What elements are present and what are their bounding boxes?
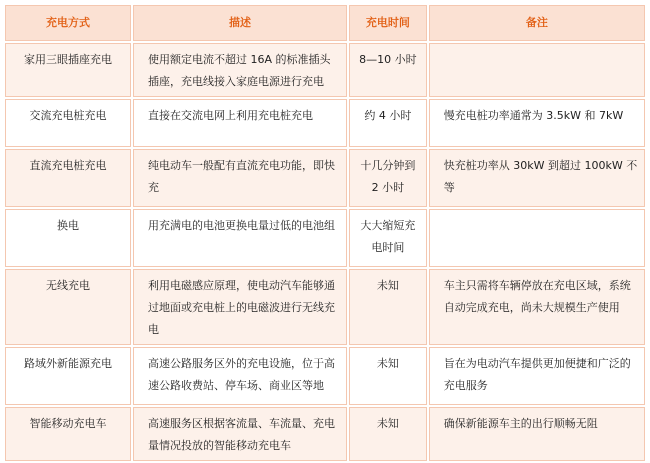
description-cell: 使用额定电流不超过 16A 的标准插头插座，充电线接入家庭电源进行充电: [133, 43, 347, 97]
header-method: 充电方式: [5, 5, 131, 41]
time-cell: 十几分钟到 2 小时: [349, 149, 427, 207]
method-cell: 换电: [5, 209, 131, 267]
charging-methods-table: [3, 3, 647, 463]
description-cell: 利用电磁感应原理，使电动汽车能够通过地面或充电桩上的电磁波进行无线充电: [133, 269, 347, 345]
time-cell: 未知: [349, 407, 427, 461]
method-cell: 路域外新能源充电: [5, 347, 131, 405]
table-row: [5, 99, 645, 147]
table-row: [5, 407, 645, 461]
table-row: [5, 149, 645, 207]
method-cell: 智能移动充电车: [5, 407, 131, 461]
note-cell: [429, 43, 645, 97]
time-cell: 未知: [349, 347, 427, 405]
table-row: [5, 43, 645, 97]
method-cell: 无线充电: [5, 269, 131, 345]
note-cell: 快充桩功率从 30kW 到超过 100kW 不等: [429, 149, 645, 207]
method-cell: 交流充电桩充电: [5, 99, 131, 147]
note-cell: 确保新能源车主的出行顺畅无阻: [429, 407, 645, 461]
method-cell: 直流充电桩充电: [5, 149, 131, 207]
time-cell: 大大缩短充电时间: [349, 209, 427, 267]
note-cell: 车主只需将车辆停放在充电区域，系统自动完成充电，尚未大规模生产使用: [429, 269, 645, 345]
table-body: [5, 43, 645, 461]
table-row: [5, 209, 645, 267]
header-description: 描述: [133, 5, 347, 41]
description-cell: 高速服务区根据客流量、车流量、充电量情况投放的智能移动充电车: [133, 407, 347, 461]
note-cell: 旨在为电动汽车提供更加便捷和广泛的充电服务: [429, 347, 645, 405]
description-cell: 用充满电的电池更换电量过低的电池组: [133, 209, 347, 267]
note-cell: [429, 209, 645, 267]
header-time: 充电时间: [349, 5, 427, 41]
time-cell: 未知: [349, 269, 427, 345]
header-row: [5, 5, 645, 41]
table-row: [5, 269, 645, 345]
method-cell: 家用三眼插座充电: [5, 43, 131, 97]
header-note: 备注: [429, 5, 645, 41]
description-cell: 高速公路服务区外的充电设施，位于高速公路收费站、停车场、商业区等地: [133, 347, 347, 405]
time-cell: 约 4 小时: [349, 99, 427, 147]
description-cell: 直接在交流电网上利用充电桩充电: [133, 99, 347, 147]
note-cell: 慢充电桩功率通常为 3.5kW 和 7kW: [429, 99, 645, 147]
description-cell: 纯电动车一般配有直流充电功能，即快充: [133, 149, 347, 207]
table-row: [5, 347, 645, 405]
table-header: [5, 5, 645, 41]
time-cell: 8—10 小时: [349, 43, 427, 97]
